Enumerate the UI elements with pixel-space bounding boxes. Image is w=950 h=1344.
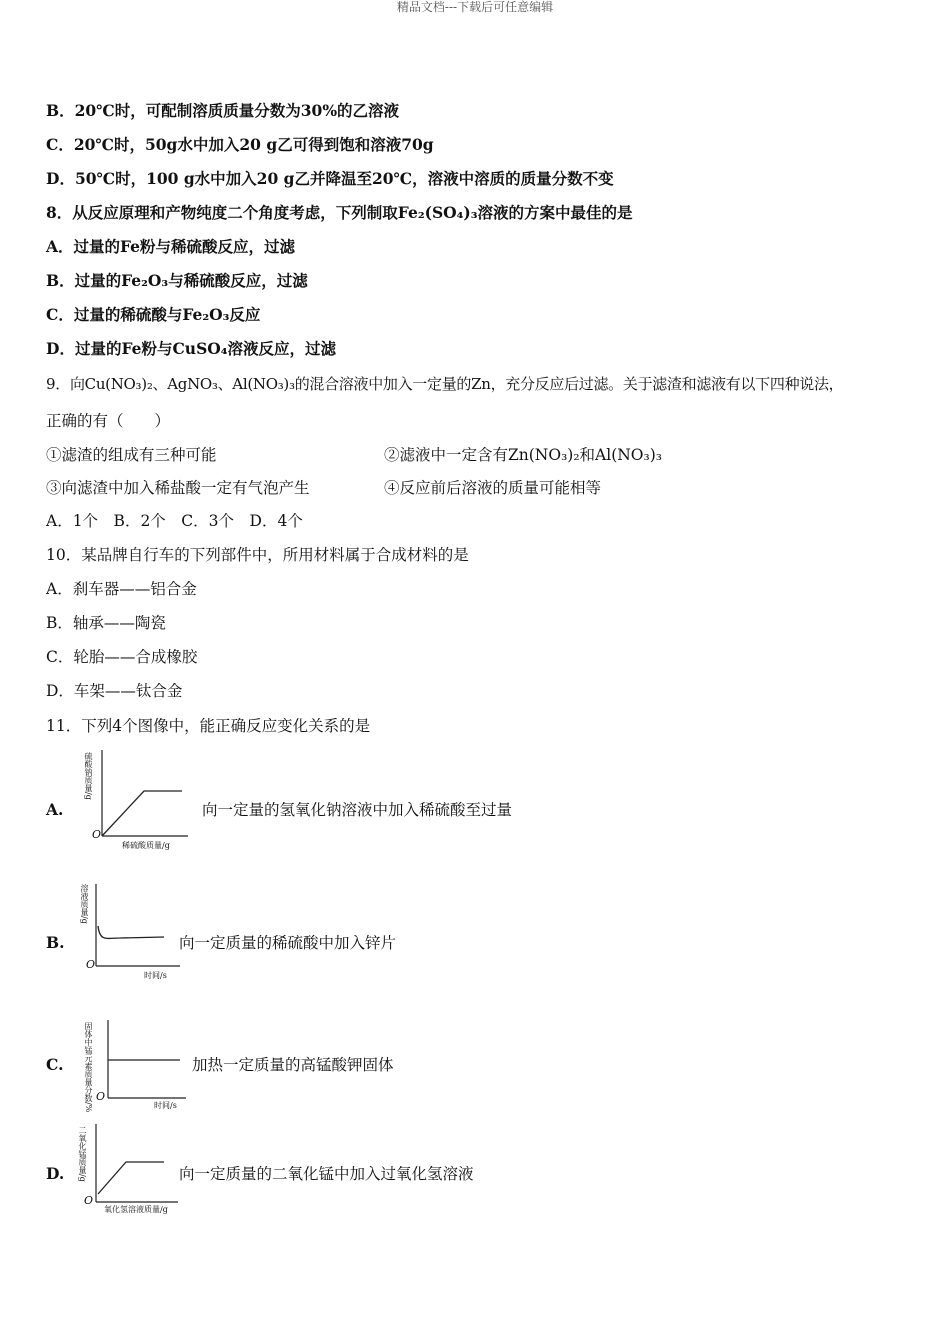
q10-option-b: B．轴承——陶瓷 — [46, 614, 166, 632]
graph-a-ylabel: 硫酸钠质量/g — [84, 752, 93, 800]
q11-option-b-text: 向一定质量的稀硫酸中加入锌片 — [179, 934, 397, 952]
graph-d-ylabel: 二氧化锰质量/g — [78, 1126, 87, 1182]
q10-option-a: A．刹车器——铝合金 — [46, 580, 197, 598]
graph-b-xlabel: 时间/s — [144, 971, 167, 980]
q9-statement-1: ①滤渣的组成有三种可能 — [46, 446, 217, 464]
q10-option-d: D．车架——钛合金 — [46, 682, 183, 700]
q11-graph-a — [84, 748, 194, 853]
q8-option-c: C．过量的稀硫酸与Fe₂O₃反应 — [46, 305, 261, 324]
q11-option-a-letter: A. — [46, 800, 64, 819]
q9-statement-2: ②滤液中一定含有Zn(NO₃)₂和Al(NO₃)₃ — [384, 446, 662, 464]
q11-graph-d — [78, 1122, 188, 1222]
q8-stem — [46, 203, 633, 223]
graph-b-ylabel: 溶液质量/g — [80, 884, 89, 924]
graph-a-origin: O — [92, 828, 102, 841]
q8-option-d: D．过量的Fe粉与CuSO₄溶液反应，过滤 — [46, 339, 337, 358]
q9-stem-line1: 9．向Cu(NO₃)₂、AgNO₃、Al(NO₃)₃的混合溶液中加入一定量的Zn，充分反应后过滤。关于滤渣和滤液有以下四种说法， — [46, 375, 844, 393]
q8-option-b: B．过量的Fe₂O₃与稀硫酸反应，过滤 — [46, 271, 308, 290]
q11-stem: 11．下列4个图像中，能正确反应变化关系的是 — [46, 717, 371, 735]
graph-b-axes — [80, 882, 190, 972]
q10-stem: 10．某品牌自行车的下列部件中，所用材料属于合成材料的是 — [46, 546, 469, 564]
q8-formula: Fe₂(SO₄)₃ — [397, 203, 478, 222]
q11-graph-c — [82, 1018, 192, 1113]
q10-option-c: C．轮胎——合成橡胶 — [46, 648, 198, 666]
graph-c-xlabel: 时间/s — [154, 1101, 177, 1110]
q11-option-c-letter: C. — [46, 1055, 64, 1074]
q9-statement-4: ④反应前后溶液的质量可能相等 — [384, 479, 602, 497]
q7-option-c: C．20℃时，50g水中加入20 g乙可得到饱和溶液70g — [46, 135, 434, 154]
q11-option-d-text: 向一定质量的二氧化锰中加入过氧化氢溶液 — [179, 1165, 474, 1183]
q11-graph-b — [80, 882, 190, 982]
graph-a-xlabel: 稀硫酸质量/g — [122, 841, 170, 850]
graph-d-origin: O — [84, 1194, 94, 1207]
q8-stem-pre: 8．从反应原理和产物纯度二个角度考虑，下列制取 — [46, 203, 398, 222]
q9-stem-line2: 正确的有（ ） — [46, 412, 171, 430]
q11-option-a-text: 向一定量的氢氧化钠溶液中加入稀硫酸至过量 — [202, 801, 513, 819]
q11-option-b-letter: B. — [46, 933, 65, 952]
page-header: 精品文档---下载后可任意编辑 — [396, 0, 554, 14]
q7-option-d: D．50℃时，100 g水中加入20 g乙并降温至20℃，溶液中溶质的质量分数不变 — [46, 169, 614, 188]
graph-d-axes — [78, 1122, 188, 1207]
graph-d-xlabel: 氧化氢溶液质量/g — [104, 1205, 168, 1214]
graph-b-origin: O — [86, 958, 96, 971]
graph-c-ylabel: 固体中锰元素质量分数/% — [84, 1022, 93, 1113]
q8-stem-post: 溶液的方案中最佳的是 — [477, 203, 633, 222]
q8-option-a: A．过量的Fe粉与稀硫酸反应，过滤 — [46, 237, 296, 256]
q11-option-d-letter: D. — [46, 1164, 65, 1183]
q11-option-c-text: 加热一定质量的高锰酸钾固体 — [192, 1056, 394, 1074]
q9-statement-3: ③向滤渣中加入稀盐酸一定有气泡产生 — [46, 479, 310, 497]
graph-c-origin: O — [96, 1090, 106, 1103]
q9-options: A．1个 B．2个 C．3个 D．4个 — [46, 512, 303, 530]
q7-option-b: B．20℃时，可配制溶质质量分数为30%的乙溶液 — [46, 101, 400, 120]
